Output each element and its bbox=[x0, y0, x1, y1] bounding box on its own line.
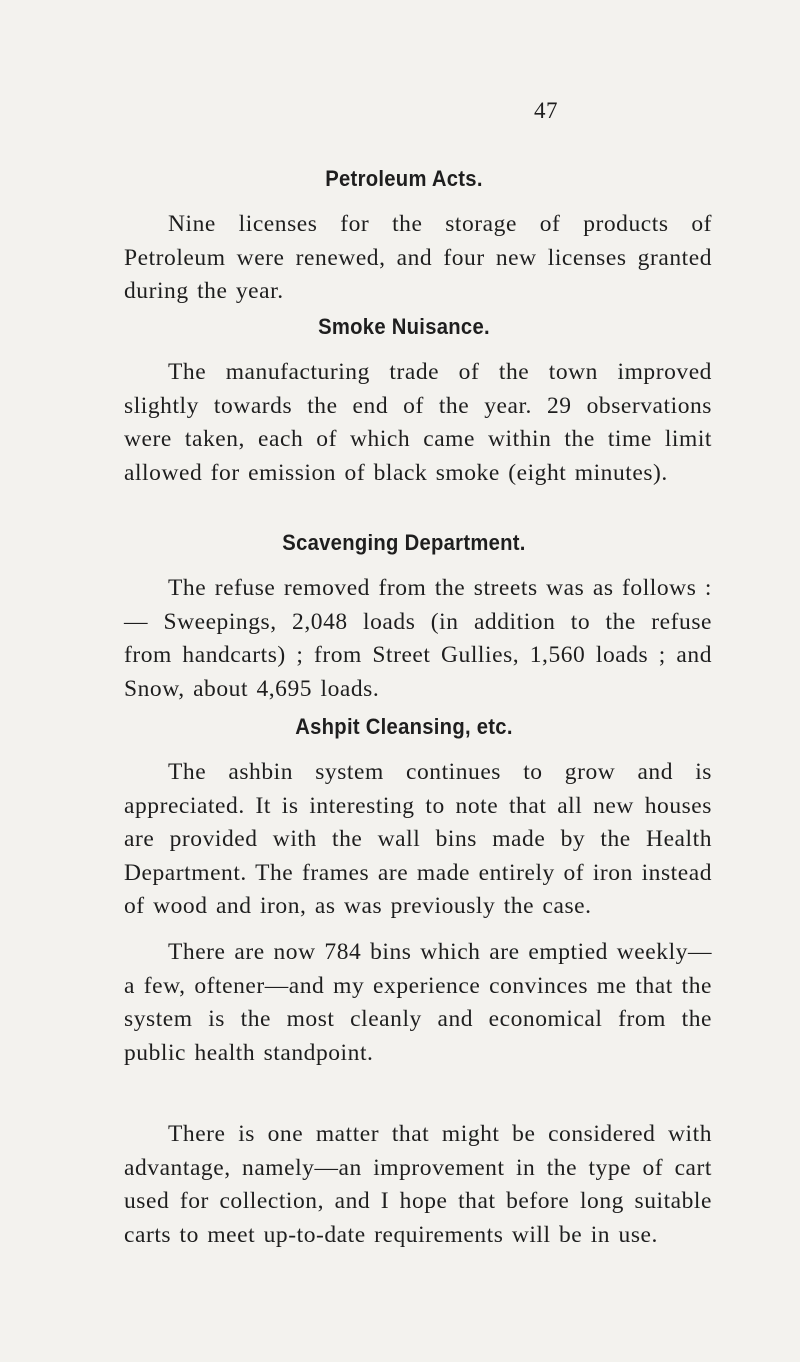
paragraph-cart-improvement: There is one matter that might be considered with advantage, namely—an improvement in the type of cart used for collection, and I hope that before long suitable carts to meet up-to-date requirements will be in use. bbox=[124, 1121, 712, 1248]
heading-petroleum-acts: Petroleum Acts. bbox=[325, 166, 483, 191]
heading-smoke-nuisance: Smoke Nuisance. bbox=[318, 314, 490, 339]
paragraph-petroleum: Nine licenses for the storage of products of Petroleum were renewed, and four new licenses granted during the year. bbox=[124, 211, 712, 304]
paragraph-scavenging: The refuse removed from the streets was as follows :— Sweepings, 2,048 loads (in addition to the refuse from handcarts) ; from Street Gullies, 1,560 loads ; and Snow, about 4,695 loads. bbox=[124, 575, 712, 702]
paragraph-bins-emptied: There are now 784 bins which are emptied weekly—a few, oftener—and my experience convinces me that the system is the most cleanly and economical from the public health standpoint. bbox=[124, 939, 712, 1066]
heading-ashpit-cleansing: Ashpit Cleansing, etc. bbox=[295, 714, 513, 739]
page-number: 47 bbox=[534, 98, 558, 123]
paragraph-smoke: The manufacturing trade of the town improved slightly towards the end of the year. 29 observations were taken, each of which came within the time limit allowed for emission of black smoke (eight minutes). bbox=[124, 359, 712, 486]
heading-scavenging-department: Scavenging Department. bbox=[282, 530, 526, 555]
paragraph-ashbin-system: The ashbin system continues to grow and is appreciated. It is interesting to note that all new houses are provided with the wall bins made by the Health Department. The frames are made entirely of iron instead of wood and iron, as was previously the case. bbox=[124, 759, 712, 919]
